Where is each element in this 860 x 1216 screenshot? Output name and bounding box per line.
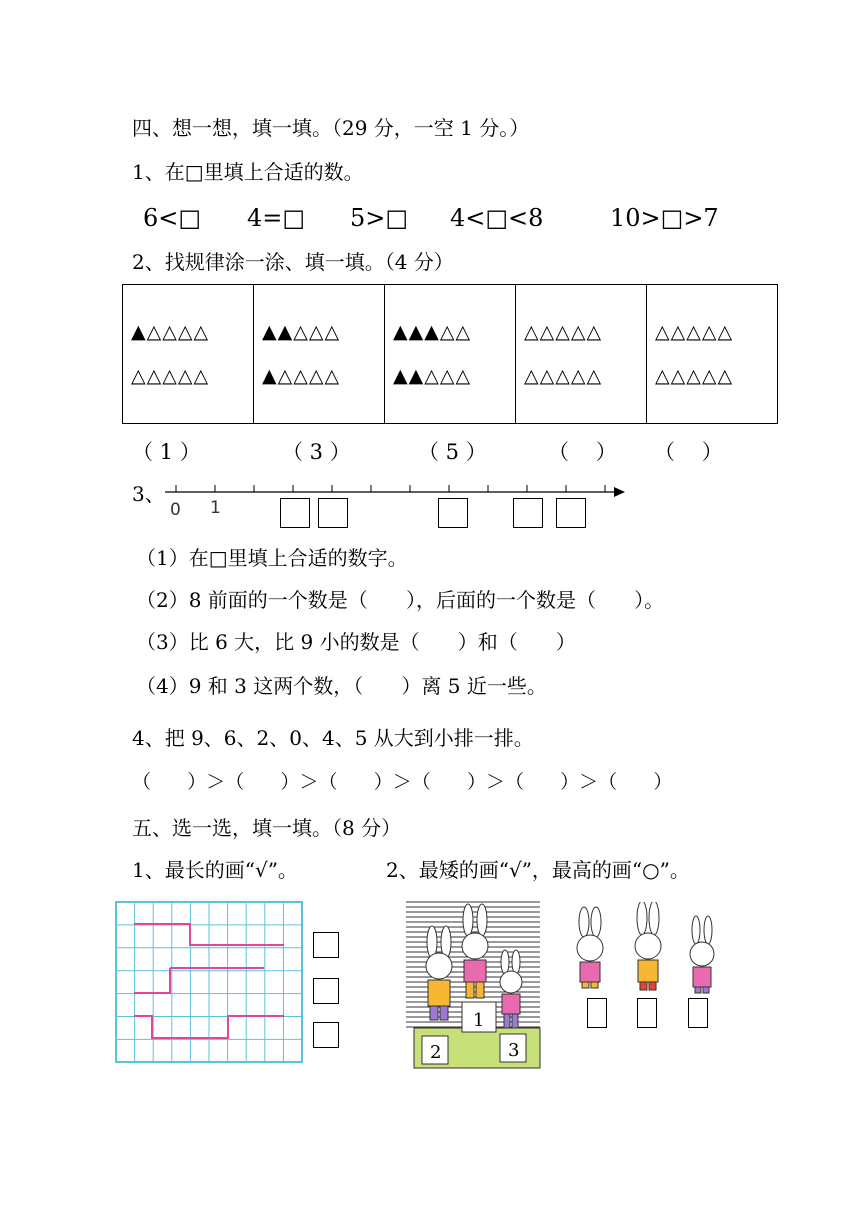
- podium-number-3: 3: [508, 1040, 520, 1061]
- answer-box[interactable]: [313, 932, 339, 958]
- number-line-box[interactable]: [513, 498, 543, 528]
- pattern-count: （ 1 ）: [132, 440, 201, 464]
- pattern-row: △△△△△: [131, 365, 210, 387]
- number-line-box[interactable]: [280, 498, 310, 528]
- podium-number-1: 1: [473, 1010, 485, 1031]
- pattern-row: △△△△△: [655, 321, 734, 343]
- pattern-cell: [123, 285, 254, 423]
- number-line: [160, 478, 630, 500]
- q3-sub3: （3）比 6 大，比 9 小的数是（ ）和（ ）: [136, 630, 576, 654]
- pattern-row: △△△△△: [524, 321, 603, 343]
- rabbit-icon: [635, 902, 661, 990]
- s5-q1: 1、最长的画“√”。: [132, 858, 298, 882]
- number-line-box[interactable]: [318, 498, 348, 528]
- q2-title: 2、找规律涂一涂、填一填。（4 分）: [132, 250, 454, 274]
- pattern-count-blank: （ ）: [548, 440, 617, 464]
- tick-label-1: 1: [210, 498, 221, 518]
- rabbit-row: [570, 902, 730, 994]
- pattern-count: （ 3 ）: [282, 440, 351, 464]
- pattern-cell: [647, 285, 777, 423]
- answer-box[interactable]: [313, 978, 339, 1004]
- tick-label-0: 0: [170, 500, 181, 520]
- q1-title: 1、在□里填上合适的数。: [132, 160, 364, 184]
- q1-item: 10>□>7: [610, 204, 719, 232]
- q3-sub4: （4）9 和 3 这两个数，（ ）离 5 近一些。: [136, 674, 547, 698]
- rabbit-icon: [426, 926, 452, 1020]
- podium-number-2: 2: [430, 1042, 442, 1063]
- answer-box[interactable]: [587, 998, 607, 1028]
- q1-item: 5>□: [350, 204, 409, 232]
- q1-item: 4=□: [247, 204, 306, 232]
- pattern-table: [122, 284, 778, 424]
- q1-item: 6<□: [143, 204, 202, 232]
- pattern-cell: [254, 285, 385, 423]
- rabbit-icon: [462, 904, 488, 998]
- q3-sub2: （2）8 前面的一个数是（ ），后面的一个数是（ ）。: [136, 588, 665, 612]
- q4-title: 4、把 9、6、2、0、4、5 从大到小排一排。: [132, 726, 534, 750]
- q1-item: 4<□<8: [450, 204, 544, 232]
- answer-box[interactable]: [637, 998, 657, 1028]
- number-line-box[interactable]: [556, 498, 586, 528]
- q3-sub1: （1）在□里填上合适的数字。: [136, 546, 408, 570]
- rabbit-icon: [690, 916, 714, 993]
- rabbit-icon: [577, 907, 603, 988]
- q4-answer-row: （ ）＞（ ）＞（ ）＞（ ）＞（ ）＞（ ）: [132, 771, 673, 793]
- pattern-count-blank: （ ）: [654, 440, 723, 464]
- pattern-row: △△△△△: [655, 365, 734, 387]
- podium-picture: [404, 898, 544, 1070]
- pattern-row: ▲△△△△: [262, 365, 341, 387]
- pattern-row: ▲▲△△△: [262, 321, 341, 343]
- answer-box[interactable]: [313, 1022, 339, 1048]
- s5-q2: 2、最矮的画“√”，最高的画“○”。: [386, 858, 690, 882]
- pattern-cell: [385, 285, 516, 423]
- q3-label: 3、: [132, 482, 165, 506]
- pattern-row: ▲▲△△△: [393, 365, 472, 387]
- section5-heading: 五、选一选，填一填。（8 分）: [132, 816, 402, 840]
- pattern-cell: [516, 285, 647, 423]
- answer-box[interactable]: [688, 998, 708, 1028]
- section4-heading: 四、想一想，填一填。（29 分，一空 1 分。）: [132, 116, 530, 140]
- pattern-count: （ 5 ）: [418, 440, 487, 464]
- length-grid: [114, 900, 304, 1064]
- number-line-box[interactable]: [438, 498, 468, 528]
- pattern-row: △△△△△: [524, 365, 603, 387]
- pattern-row: ▲△△△△: [131, 321, 210, 343]
- pattern-row: ▲▲▲△△: [393, 321, 472, 343]
